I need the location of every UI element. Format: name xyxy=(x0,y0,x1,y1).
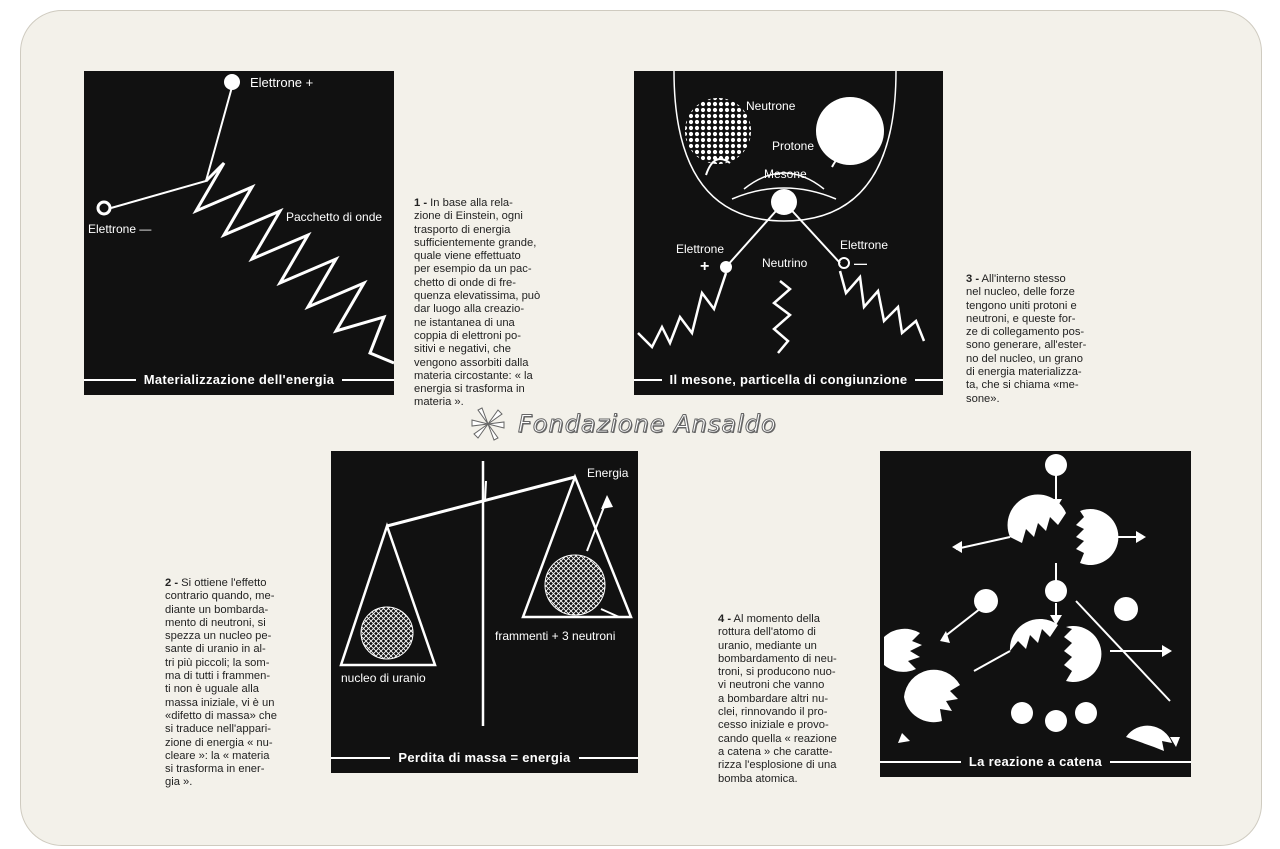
paragraph-3-body: All'interno stesso nel nucleo, delle forze tengono uniti protoni e neutroni, e queste for- ze di collegamento pos- sono generare, all'ester- no del nucleo, un grano di energia materializza- ta, che si chiama «me- sone». xyxy=(966,273,1087,405)
panel3-caption: Perdita di massa = energia xyxy=(331,750,638,765)
paragraph-3 xyxy=(966,273,1110,406)
paragraph-1 xyxy=(414,197,562,410)
chain-reaction-illustration xyxy=(880,451,1191,777)
label-plus: + xyxy=(700,258,710,275)
paragraph-2 xyxy=(165,577,309,790)
label-neutron: Neutrone xyxy=(746,99,796,113)
label-electron-right: Elettrone xyxy=(840,238,889,252)
label-electron-left: Elettrone xyxy=(676,242,725,256)
label-fragments: frammenti + 3 neutroni xyxy=(495,629,616,643)
paragraph-4 xyxy=(718,613,862,786)
paragraph-4-body: Al momento della rottura dell'atomo di uranio, mediante un bombardamento di neu- troni, si producono nuo- vi neutroni che vanno a bombardare altri nu- clei, rinnovando il pro- cesso iniziale e provo- cando quella « reazione a catena » che caratte- rizza l'esplosione di una bomba atomica. xyxy=(718,613,837,785)
paragraph-1-number: 1 - xyxy=(414,197,428,209)
paragraph-4-number: 4 - xyxy=(718,613,732,625)
label-neutrino: Neutrino xyxy=(762,256,808,270)
panel1-caption: Materializzazione dell'energia xyxy=(84,372,394,387)
panel-meson xyxy=(634,71,943,395)
panel-energy-materialization xyxy=(84,71,394,395)
label-energy: Energia xyxy=(587,466,629,480)
meson-illustration xyxy=(634,71,943,395)
fondazione-logo-icon xyxy=(468,404,508,444)
label-uranium-nucleus: nucleo di uranio xyxy=(341,671,426,685)
watermark-fondazione-ansaldo: Fondazione Ansaldo xyxy=(518,410,777,438)
paragraph-3-number: 3 - xyxy=(966,273,980,285)
label-proton: Protone xyxy=(772,139,815,153)
label-electron-plus: Elettrone + xyxy=(250,75,314,90)
panel-chain-reaction xyxy=(880,451,1191,777)
label-meson: Mesone xyxy=(764,167,807,181)
mass-loss-illustration xyxy=(331,451,638,773)
label-minus: — xyxy=(854,256,867,271)
label-electron-minus: Elettrone — xyxy=(88,222,152,236)
panel2-caption: Il mesone, particella di congiunzione xyxy=(634,372,943,387)
paragraph-2-number: 2 - xyxy=(165,577,179,589)
paragraph-1-body: In base alla rela- zione di Einstein, ogni trasporto di energia sufficientemente grande, quale viene effettuato per esempio da un pac- chetto di onde di fre- quenza elevatissima, può dar luogo alla creazio- ne istantanea di una coppia di elettroni po- sitivi e negativi, che vengono assorbiti dalla materia circostante: « la energia si trasforma in materia ». xyxy=(414,197,541,409)
panel4-caption: La reazione a catena xyxy=(880,754,1191,769)
paragraph-2-body: Si ottiene l'effetto contrario quando, me- diante un bombarda- mento di neutroni, si spezza un nucleo pe- sante di uranio in al- tri più piccoli; la som- ma di tutti i frammen- ti non è uguale alla massa iniziale, vi è un «difetto di massa» che si traduce nell'appari- zione di energia « nu- cleare »: la « materia si trasforma in ener- gia ». xyxy=(165,577,277,789)
label-wave-packet: Pacchetto di onde xyxy=(286,210,383,224)
panel-mass-loss xyxy=(331,451,638,773)
